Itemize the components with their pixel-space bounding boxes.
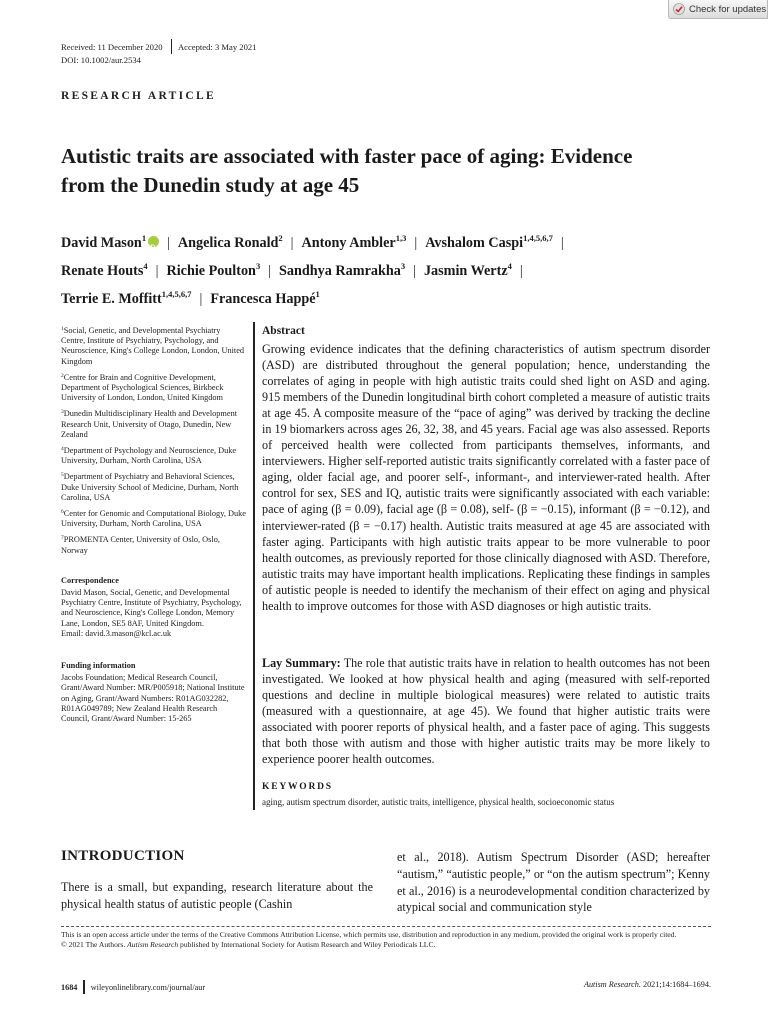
affiliation-number: 4 <box>61 446 64 453</box>
author-separator: | <box>268 263 272 279</box>
affiliation-text: Department of Psychology and Neuroscience, Duke University, Durham, North Carolina, USA <box>61 446 237 466</box>
affiliation <box>61 507 246 529</box>
check-updates-label: Check for updates <box>689 3 767 15</box>
author-line-2 <box>61 255 711 283</box>
footer-citation-text: 2021;14:1684–1694. <box>640 980 711 989</box>
author-separator: | <box>155 263 159 279</box>
author-name[interactable]: Richie Poulton <box>166 263 256 279</box>
license-notice <box>61 930 711 950</box>
author-affiliation-marker: 1,4,5,6,7 <box>161 289 192 299</box>
correspondence-text: David Mason, Social, Genetic, and Developmental Psychiatry Centre, Institute of Psychiatry, Psychology, and Neuroscience, King's College London, Memory Lane, London, SE5 8AF, United Kingdom. <box>61 588 242 628</box>
keywords-text: aging, autism spectrum disorder, autistic traits, intelligence, physical health, socioeconomic status <box>262 797 615 807</box>
author-name[interactable]: David Mason <box>61 235 142 251</box>
affiliation <box>61 407 246 440</box>
affiliation <box>61 533 246 555</box>
lay-summary <box>262 655 710 767</box>
title-line-2: from the Dunedin study at age 45 <box>61 173 360 197</box>
author-name[interactable]: Avshalom Caspi <box>425 235 524 251</box>
doi[interactable]: DOI: 10.1002/aur.2534 <box>61 55 141 65</box>
affiliation-text: Department of Psychiatry and Behavioral Sciences, Duke University School of Medicine, Durham, North Carolina, USA <box>61 472 239 502</box>
author-separator: | <box>413 263 416 279</box>
affiliation-number: 1 <box>61 326 64 332</box>
sidebar-column <box>61 324 246 724</box>
author-separator: | <box>414 235 418 251</box>
author-affiliation-marker: 3 <box>400 261 406 271</box>
copyright-suffix: published by International Society for Autism Research and Wiley Periodicals LLC. <box>178 940 436 950</box>
author-name[interactable]: Jasmin Wertz <box>423 263 508 279</box>
affiliation <box>61 444 246 466</box>
check-for-updates-button[interactable] <box>668 0 768 19</box>
header-divider <box>171 39 172 54</box>
author-separator: | <box>290 235 294 251</box>
lay-summary-label: Lay Summary: <box>262 656 341 670</box>
journal-name: Autism Research <box>127 940 179 950</box>
author-affiliation-marker: 3 <box>255 261 261 271</box>
affiliation-text: Dunedin Multidisciplinary Health and Development Research Unit, University of Otago, Dunedin, New Zealand <box>61 409 238 439</box>
author-list <box>61 227 711 311</box>
author-separator: | <box>519 263 523 279</box>
license-divider <box>61 926 711 927</box>
funding-text: Jacobs Foundation; Medical Research Council, Grant/Award Number: MR/P005918; National Institute on Aging, Grant/Award Numbers: R01AG032282, R01AG049789; New Zealand Health Research Council, Grant/Award Number: 15-265 <box>61 673 245 724</box>
column-divider <box>253 322 255 810</box>
journal-citation <box>584 980 711 989</box>
author-affiliation-marker: 1,3 <box>395 233 407 243</box>
footer-divider <box>83 980 84 994</box>
funding-heading: Funding information <box>61 661 136 671</box>
author-affiliation-marker: 2 <box>278 233 283 243</box>
affiliation-text: Social, Genetic, and Developmental Psychiatry Centre, Institute of Psychiatry, Psychology, and Neuroscience, King's College London, London, United Kingdom <box>61 326 245 366</box>
author-line-3 <box>61 283 711 311</box>
author-separator: | <box>199 291 203 307</box>
author-name[interactable]: Sandhya Ramrakha <box>279 263 401 279</box>
author-affiliation-marker: 1 <box>315 289 320 299</box>
affiliation-number: 3 <box>61 409 64 416</box>
received-accepted-line <box>61 39 256 54</box>
affiliation <box>61 324 246 367</box>
introduction-heading: INTRODUCTION <box>61 848 185 864</box>
author-name[interactable]: Angelica Ronald <box>177 235 279 251</box>
affiliation-number: 5 <box>61 472 64 479</box>
introduction-left-column: There is a small, but expanding, research literature about the physical health status of autistic people (Cashin <box>61 880 373 911</box>
keywords-heading: KEYWORDS <box>262 782 333 792</box>
orcid-icon[interactable] <box>148 236 159 247</box>
copyright-line <box>61 940 711 950</box>
check-updates-icon <box>673 3 685 15</box>
footer-journal-name: Autism Research. <box>583 980 641 989</box>
author-affiliation-marker: 1,4,5,6,7 <box>523 233 553 243</box>
copyright-prefix: © 2021 The Authors. <box>61 940 128 950</box>
lay-summary-text: The role that autistic traits have in relation to health outcomes has not been investigated. We looked at how physical health and aging (measured with self-reported questions and decline in multiple biological measures) were related to autistic traits (measured with a questionnaire, at age 45). We found that higher autistic traits were associated with poorer reports of physical health, and a faster pace of aging. This suggests that both those with autism and those with higher autistic traits may be more likely to experience poorer health outcomes. <box>262 656 711 767</box>
correspondence-heading: Correspondence <box>61 575 119 585</box>
affiliation-text: Center for Genomic and Computational Biology, Duke University, Durham, North Carolina, USA <box>61 509 246 529</box>
author-affiliation-marker: 4 <box>143 261 148 271</box>
affiliation-text: Centre for Brain and Cognitive Development, Department of Psychological Sciences, Birkbeck University of London, London, United Kingdom <box>61 372 224 403</box>
correspondence-email[interactable]: Email: david.3.mason@kcl.ac.uk <box>61 628 172 638</box>
received-date: Received: 11 December 2020 <box>61 42 163 52</box>
abstract-text: Growing evidence indicates that the defining characteristics of autism spectrum disorder (ASD) are distributed throughout the general population; hence, understanding the correlates of aging in people with high autistic traits could shed light on ASD and aging. 915 members of the Dunedin longitudinal birth cohort completed a measure of autistic traits at age 45. A composite measure of the “pace of aging” was derived by tracking the decline in 19 biomarkers across ages 26, 32, 38, and 45 years. Facial age was also assessed. Reports of perceived health were collected from participants themselves, informants, and interviewers. Higher self-reported autistic traits significantly correlated with a faster pace of aging, older facial age, and poorer self-, informant-, and interviewer-rated health. After control for sex, SES and IQ, autistic traits were significantly associated with each variable: pace of aging (β = 0.09), facial age (β = 0.08), self- (β = −0.15), informant (β = −0.12), and interviewer-rated (β = −0.17) health. Autistic traits measured at age 45 are associated with faster aging. Participants with high autistic traits appear to be more vulnerable to poor health outcomes, as previously reported for those clinically diagnosed with ASD. Therefore, autistic traits may have important health implications. Replicating these findings in samples of autistic people is needed to identify the mechanism of their effect on aging and physical health to improve outcomes for those with ASD diagnoses or high autistic traits. <box>262 342 710 613</box>
article-title <box>61 142 701 200</box>
page-footer <box>61 980 711 994</box>
accepted-date: Accepted: 3 May 2021 <box>177 42 257 52</box>
author-line-1 <box>61 227 711 255</box>
author-name[interactable]: Antony Ambler <box>301 235 396 251</box>
author-name[interactable]: Renate Houts <box>61 263 144 279</box>
affiliation-number: 2 <box>61 372 64 379</box>
title-line-1: Autistic traits are associated with faster pace of aging: Evidence <box>61 144 633 168</box>
abstract-heading: Abstract <box>262 325 305 337</box>
author-affiliation-marker: 4 <box>507 261 512 271</box>
article-type: RESEARCH ARTICLE <box>61 90 216 102</box>
author-separator: | <box>167 235 170 251</box>
journal-url[interactable]: wileyonlinelibrary.com/journal/aur <box>90 983 206 992</box>
affiliation-number: 7 <box>61 535 64 542</box>
introduction-right-column: et al., 2018). Autism Spectrum Disorder (ASD; hereafter “autism,” “autistic people,” or “on the autism spectrum”; Kenny et al., 2016) is a neurodevelopmental condition characterized by atypical social and communication style <box>397 850 710 915</box>
affiliation <box>61 371 246 404</box>
author-name[interactable]: Terrie E. Moffitt <box>61 291 162 307</box>
license-text: This is an open access article under the terms of the Creative Commons Attribution License, which permits use, distribution and reproduction in any medium, provided the original work is properly cited. <box>61 930 677 939</box>
author-separator: | <box>560 235 564 251</box>
author-name[interactable]: Francesca Happé <box>210 291 316 307</box>
author-affiliation-marker: 1 <box>141 233 147 243</box>
affiliation-number: 6 <box>61 509 64 516</box>
page-number: 1684 <box>61 983 78 992</box>
affiliation-text: PROMENTA Center, University of Oslo, Oslo, Norway <box>61 535 220 555</box>
affiliation <box>61 470 246 503</box>
